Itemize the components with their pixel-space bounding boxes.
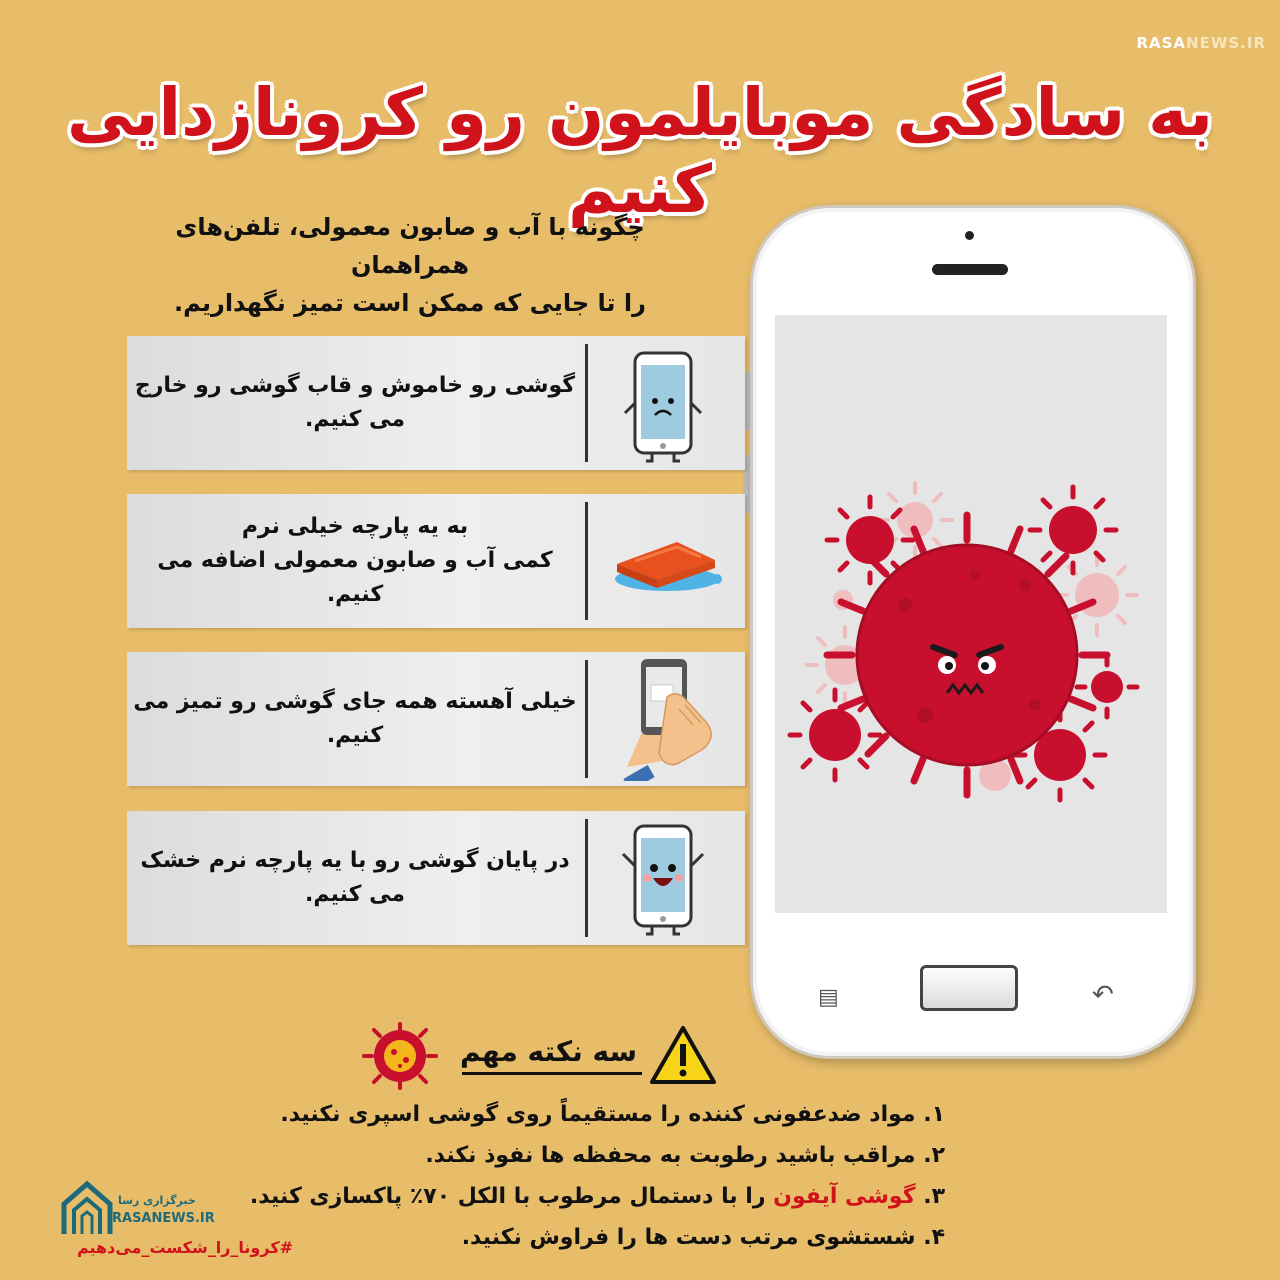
tip-number: ۳.: [915, 1184, 945, 1209]
intro-text: [120, 208, 700, 322]
step-text: [127, 811, 583, 945]
watermark-domain: NEWS.IR: [1186, 34, 1266, 52]
step-divider: [585, 819, 588, 937]
page-title: به سادگی موبایلمون رو کرونازدایی کنیم: [66, 74, 1213, 228]
step-card: [127, 494, 745, 628]
angry-virus-icon: [775, 315, 1167, 913]
back-key-icon: ↶: [1092, 980, 1114, 1010]
step-divider: [585, 660, 588, 778]
intro-line-1: چگونه با آب و صابون معمولی، تلفن‌های همراهمان: [175, 213, 645, 279]
step-card: [127, 652, 745, 786]
menu-key-icon: ▤: [818, 985, 839, 1010]
wet-cloth-icon: [597, 499, 727, 623]
phone-screen: [775, 315, 1167, 913]
tips-heading: سه نکته مهم: [460, 1035, 637, 1068]
sad-phone-icon: [597, 341, 727, 465]
step-text: [127, 494, 583, 628]
step-text: [127, 652, 583, 786]
step-divider: [585, 344, 588, 462]
step-line-1: خیلی آهسته همه جای گوشی رو تمیز می کنیم.: [133, 689, 577, 748]
step-text: [127, 336, 583, 470]
rasa-logo-icon: [60, 1180, 114, 1236]
tip-item: ۴. شستشوی مرتب دست ها را فراوش نکنید.: [461, 1225, 945, 1250]
step-line-1: در پایان گوشی رو با یه پارچه نرم خشک می کنیم.: [140, 848, 570, 907]
watermark-brand: RASA: [1136, 34, 1187, 52]
tip-item: ۲. مراقب باشید رطوبت به محفظه ها نفوذ نکند.: [425, 1143, 945, 1168]
tips-underline: [462, 1072, 642, 1075]
tip-item: ۱. مواد ضدعفونی کننده را مستقیماً روی گوشی اسپری نکنید.: [280, 1102, 945, 1127]
phone-home-button: [920, 965, 1018, 1011]
tip-rest: را با دستمال مرطوب با الکل ۷۰٪ پاکسازی کنید.: [249, 1184, 774, 1209]
tip-item: [250, 1184, 945, 1209]
step-card: [127, 811, 745, 945]
virus-icon: [352, 1020, 448, 1090]
site-watermark: [1136, 34, 1266, 52]
phone-speaker: [932, 264, 1008, 275]
logo-text-fa: خبرگزاری رسا: [118, 1194, 196, 1207]
step-line-1: به یه پارچه خیلی نرم: [241, 514, 469, 539]
hashtag: #کرونا_را_شکست_می‌دهیم: [76, 1238, 294, 1257]
step-divider: [585, 502, 588, 620]
warning-icon: [648, 1024, 718, 1086]
tip-highlight: گوشی آیفون: [773, 1184, 916, 1209]
step-line-1: گوشی رو خاموش و قاب گوشی رو خارج می کنیم.: [134, 373, 576, 432]
phone-camera: [965, 231, 974, 240]
happy-phone-icon: [597, 816, 727, 940]
logo-text-en: RASANEWS.IR: [112, 1211, 215, 1226]
step-card: [127, 336, 745, 470]
step-line-2: کمی آب و صابون معمولی اضافه می کنیم.: [157, 548, 553, 607]
intro-line-2: را تا جایی که ممکن است تمیز نگهداریم.: [174, 289, 646, 317]
hand-wiping-phone-icon: [597, 657, 727, 781]
